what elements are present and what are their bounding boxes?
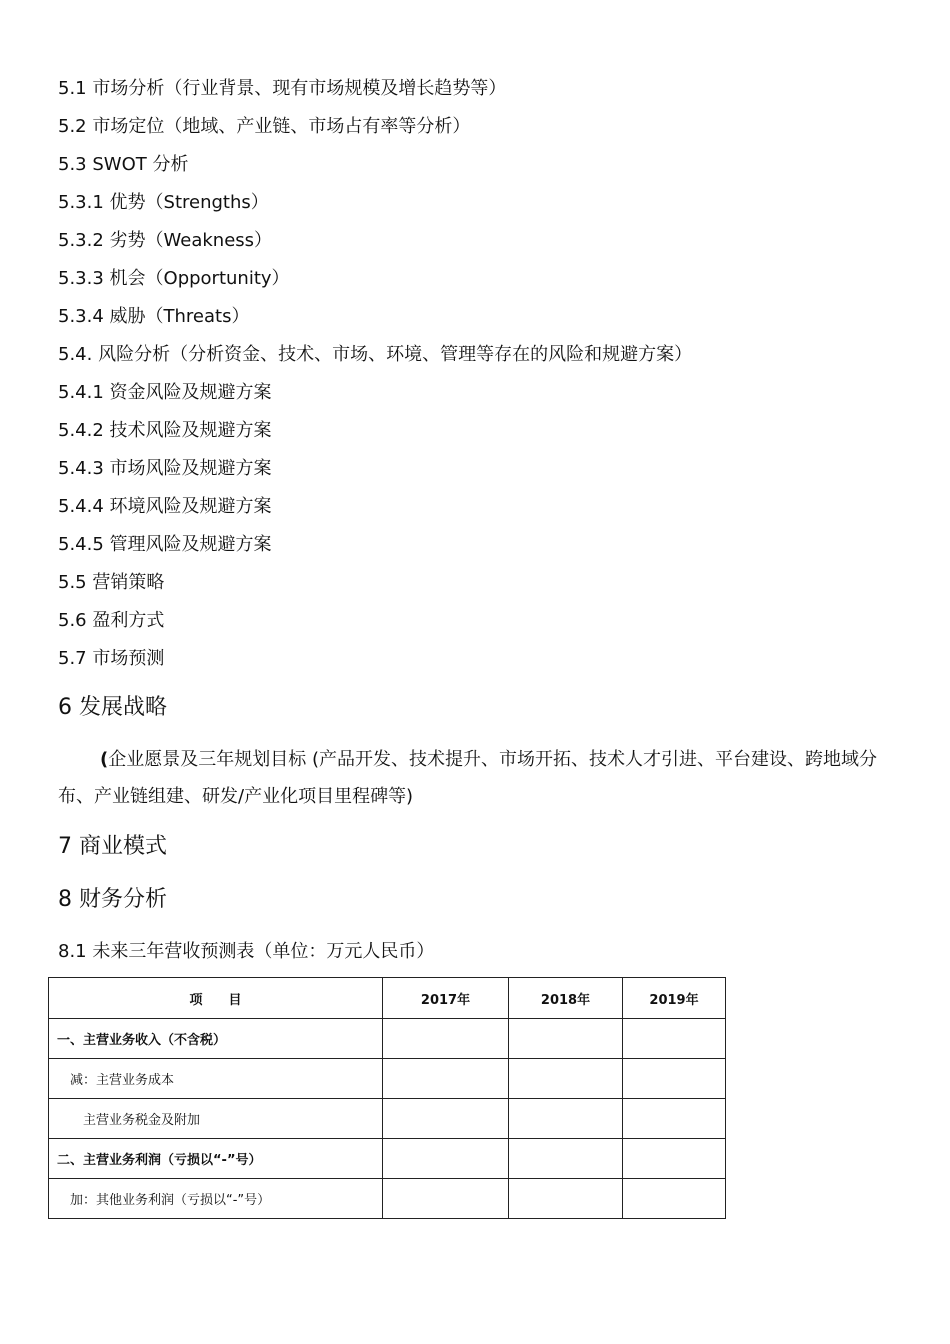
table-row: [49, 1139, 726, 1179]
value-cell[interactable]: [383, 1179, 509, 1219]
outline-item: 5.4.2 技术风险及规避方案: [58, 420, 272, 441]
header-cell: 2018年: [509, 978, 623, 1019]
outline-item: 5.7 市场预测: [58, 648, 165, 669]
paren: (: [100, 749, 109, 770]
outline-item: 5.6 盈利方式: [58, 610, 165, 631]
header-cell: 2019年: [623, 978, 726, 1019]
value-cell[interactable]: [623, 1179, 726, 1219]
header-cell: 2017年: [383, 978, 509, 1019]
outline-item: 5.3.2 劣势（Weakness）: [58, 230, 273, 251]
value-cell[interactable]: [509, 1019, 623, 1059]
outline-item: 5.4. 风险分析（分析资金、技术、市场、环境、管理等存在的风险和规避方案）: [58, 344, 693, 365]
outline-item: 5.4.4 环境风险及规避方案: [58, 496, 272, 517]
section-6-paragraph: [58, 741, 888, 815]
row-label: 减：主营业务成本: [49, 1059, 383, 1099]
outline-item: 5.4.3 市场风险及规避方案: [58, 458, 272, 479]
outline-item: 5.5 营销策略: [58, 572, 165, 593]
row-label: 加：其他业务利润（亏损以“-”号）: [49, 1179, 383, 1219]
row-label: 主营业务税金及附加: [49, 1099, 383, 1139]
outline-item: 5.3.3 机会（Opportunity）: [58, 268, 290, 289]
value-cell[interactable]: [623, 1019, 726, 1059]
section-6-heading: 6 发展战略: [58, 695, 167, 720]
table-row: [49, 1059, 726, 1099]
value-cell[interactable]: [383, 1059, 509, 1099]
table-title: 8.1 未来三年营收预测表（单位：万元人民币）: [58, 941, 435, 962]
value-cell[interactable]: [623, 1099, 726, 1139]
paragraph-text: 企业愿景及三年规划目标 (产品开发、技术提升、市场开拓、技术人才引进、平台建设、跨地域分布、产业链组建、研发/产业化项目里程碑等): [58, 749, 877, 807]
outline-item: 5.3.1 优势（Strengths）: [58, 192, 269, 213]
outline-item: 5.2 市场定位（地域、产业链、市场占有率等分析）: [58, 116, 471, 137]
table-row: [49, 1099, 726, 1139]
section-7-heading: 7 商业模式: [58, 834, 167, 859]
header-cell: 项 目: [49, 978, 383, 1019]
value-cell[interactable]: [509, 1099, 623, 1139]
value-cell[interactable]: [509, 1179, 623, 1219]
outline-item: 5.4.1 资金风险及规避方案: [58, 382, 272, 403]
table-header-row: [49, 978, 726, 1019]
section-8-heading: 8 财务分析: [58, 887, 167, 912]
outline-item: 5.3 SWOT 分析: [58, 154, 189, 175]
value-cell[interactable]: [383, 1139, 509, 1179]
value-cell[interactable]: [383, 1099, 509, 1139]
value-cell[interactable]: [623, 1139, 726, 1179]
table-row: [49, 1019, 726, 1059]
value-cell[interactable]: [383, 1019, 509, 1059]
value-cell[interactable]: [509, 1139, 623, 1179]
outline-item: 5.3.4 威胁（Threats）: [58, 306, 250, 327]
table-row: [49, 1179, 726, 1219]
row-label: 二、主营业务利润（亏损以“-”号）: [49, 1139, 383, 1179]
value-cell[interactable]: [623, 1059, 726, 1099]
outline-item: 5.1 市场分析（行业背景、现有市场规模及增长趋势等）: [58, 78, 507, 99]
outline-item: 5.4.5 管理风险及规避方案: [58, 534, 272, 555]
revenue-forecast-table: [48, 977, 726, 1219]
row-label: 一、主营业务收入（不含税）: [49, 1019, 383, 1059]
value-cell[interactable]: [509, 1059, 623, 1099]
